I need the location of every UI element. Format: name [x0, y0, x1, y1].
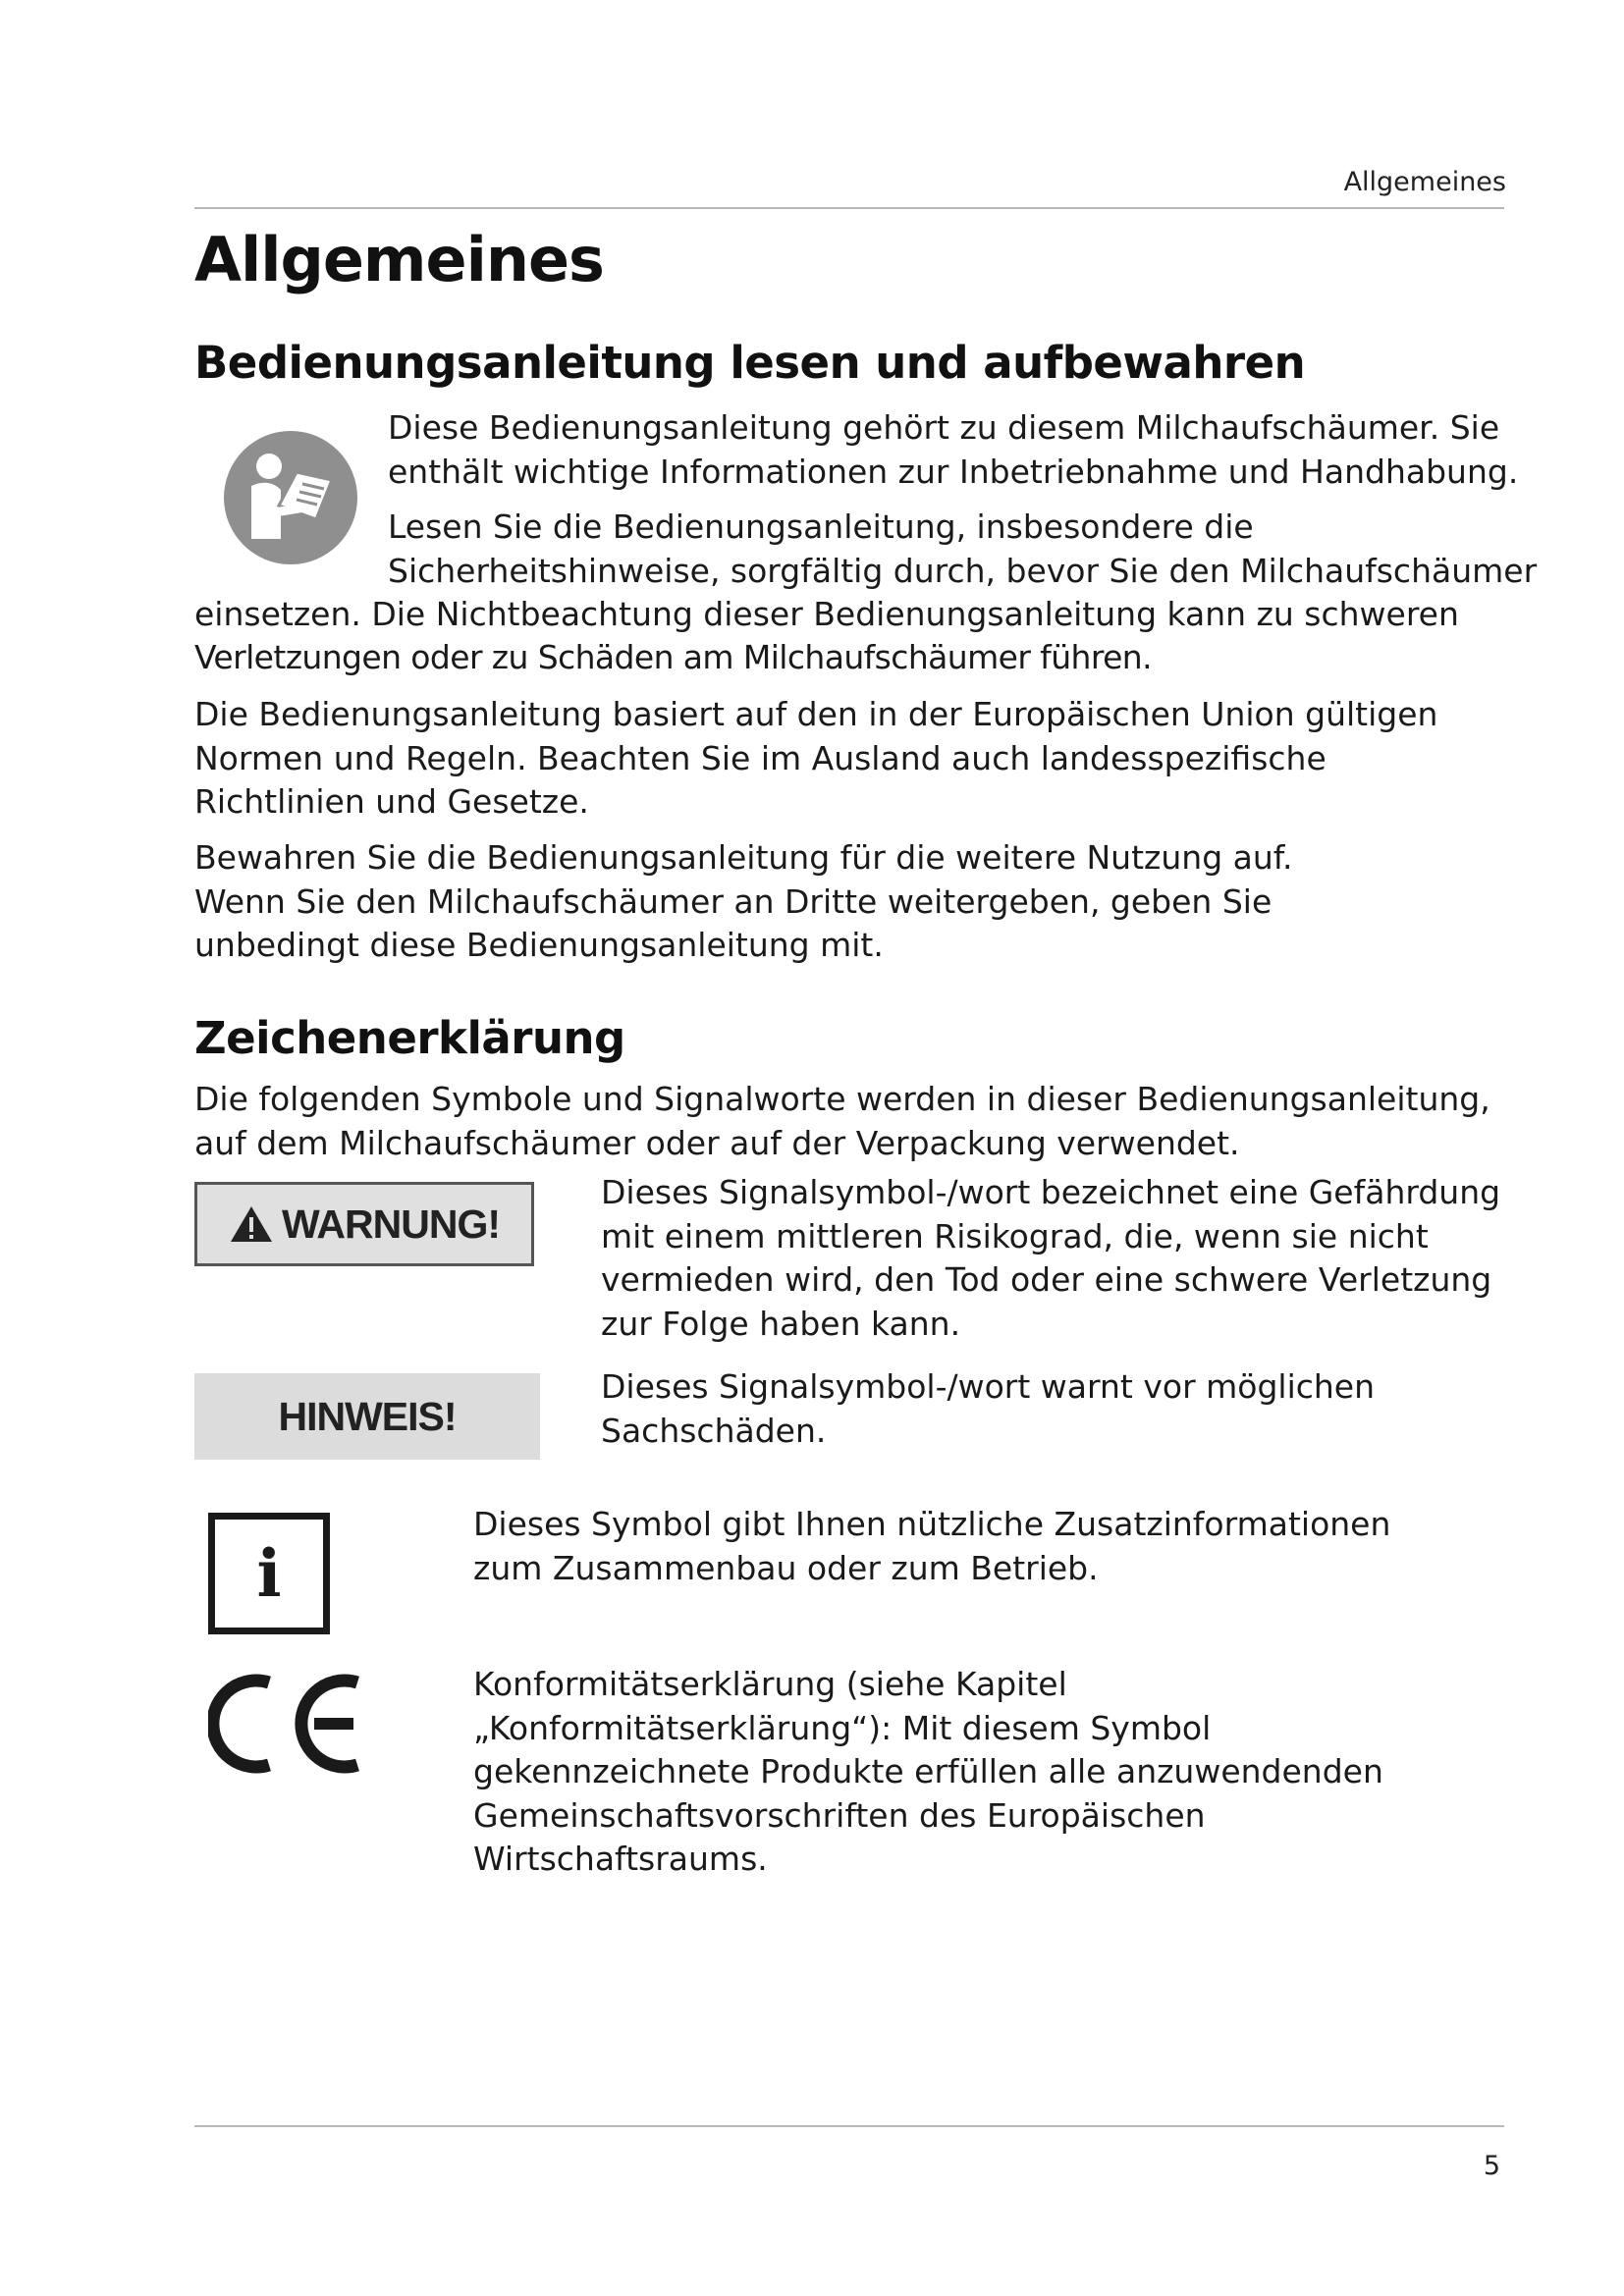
- footer-rule: [194, 2125, 1504, 2127]
- manual-text-line-6: Verletzungen oder zu Schäden am Milchaufschäumer führen.: [194, 638, 1152, 676]
- manual-text-line-4: Sicherheitshinweise, sorgfältig durch, bevor Sie den Milchaufschäumer: [388, 552, 1538, 590]
- ce-mark-icon: [208, 1669, 365, 1779]
- warning-label: WARNUNG!: [281, 1201, 501, 1247]
- info-icon: i: [208, 1513, 330, 1634]
- manual-text-line-5: einsetzen. Die Nichtbeachtung dieser Bedienungsanleitung kann zu schweren: [194, 595, 1459, 633]
- warning-signal-box: [194, 1182, 534, 1266]
- info-description: Dieses Symbol gibt Ihnen nützliche Zusatzinformationen zum Zusammenbau oder zum Betrieb.: [473, 1505, 1391, 1587]
- notice-description: Dieses Signalsymbol-/wort warnt vor möglichen Sachschäden.: [601, 1367, 1376, 1450]
- manual-text-line-1: Diese Bedienungsanleitung gehört zu diesem Milchaufschäumer. Sie: [388, 408, 1500, 447]
- warning-triangle-icon: [229, 1204, 274, 1244]
- manual-text-line-3: Lesen Sie die Bedienungsanleitung, insbesondere die: [388, 507, 1254, 546]
- ce-description: Konformitätserklärung (siehe Kapitel „Konformitätserklärung“): Mit diesem Symbol gekennzeichnete Produkte erfüllen alle anzuwendenden Gemeinschaftsvorschriften des Europäischen Wirtschaftsraums.: [473, 1665, 1383, 1878]
- symbols-intro: Die folgenden Symbole und Signalworte werden in dieser Bedienungsanleitung, auf dem Milchaufschäumer oder auf der Verpackung verwendet.: [194, 1080, 1490, 1162]
- page-number: 5: [1483, 2151, 1500, 2181]
- manual-text-line-2: enthält wichtige Informationen zur Inbetriebnahme und Handhabung.: [388, 453, 1519, 491]
- read-manual-icon: [222, 429, 359, 566]
- notice-label: HINWEIS!: [278, 1393, 457, 1439]
- section-heading-symbols: Zeichenerklärung: [194, 1012, 625, 1064]
- section-heading-manual: Bedienungsanleitung lesen und aufbewahren: [194, 337, 1306, 389]
- notice-signal-box: [194, 1373, 540, 1460]
- eu-norms-paragraph: Die Bedienungsanleitung basiert auf den in der Europäischen Union gültigen Normen und Regeln. Beachten Sie im Ausland auch landesspezifische Richtlinien und Gesetze.: [194, 695, 1438, 821]
- keep-manual-paragraph: Bewahren Sie die Bedienungsanleitung für die weitere Nutzung auf. Wenn Sie den Milchaufschäumer an Dritte weitergeben, geben Sie unbedingt diese Bedienungsanleitung mit.: [194, 838, 1293, 964]
- warning-description: Dieses Signalsymbol-/wort bezeichnet eine Gefährdung mit einem mittleren Risikograd, die, wenn sie nicht vermieden wird, den Tod oder eine schwere Verletzung zur Folge haben kann.: [601, 1173, 1501, 1343]
- header-rule: [194, 207, 1504, 209]
- running-header: Allgemeines: [1343, 167, 1506, 197]
- page-title: Allgemeines: [194, 224, 604, 295]
